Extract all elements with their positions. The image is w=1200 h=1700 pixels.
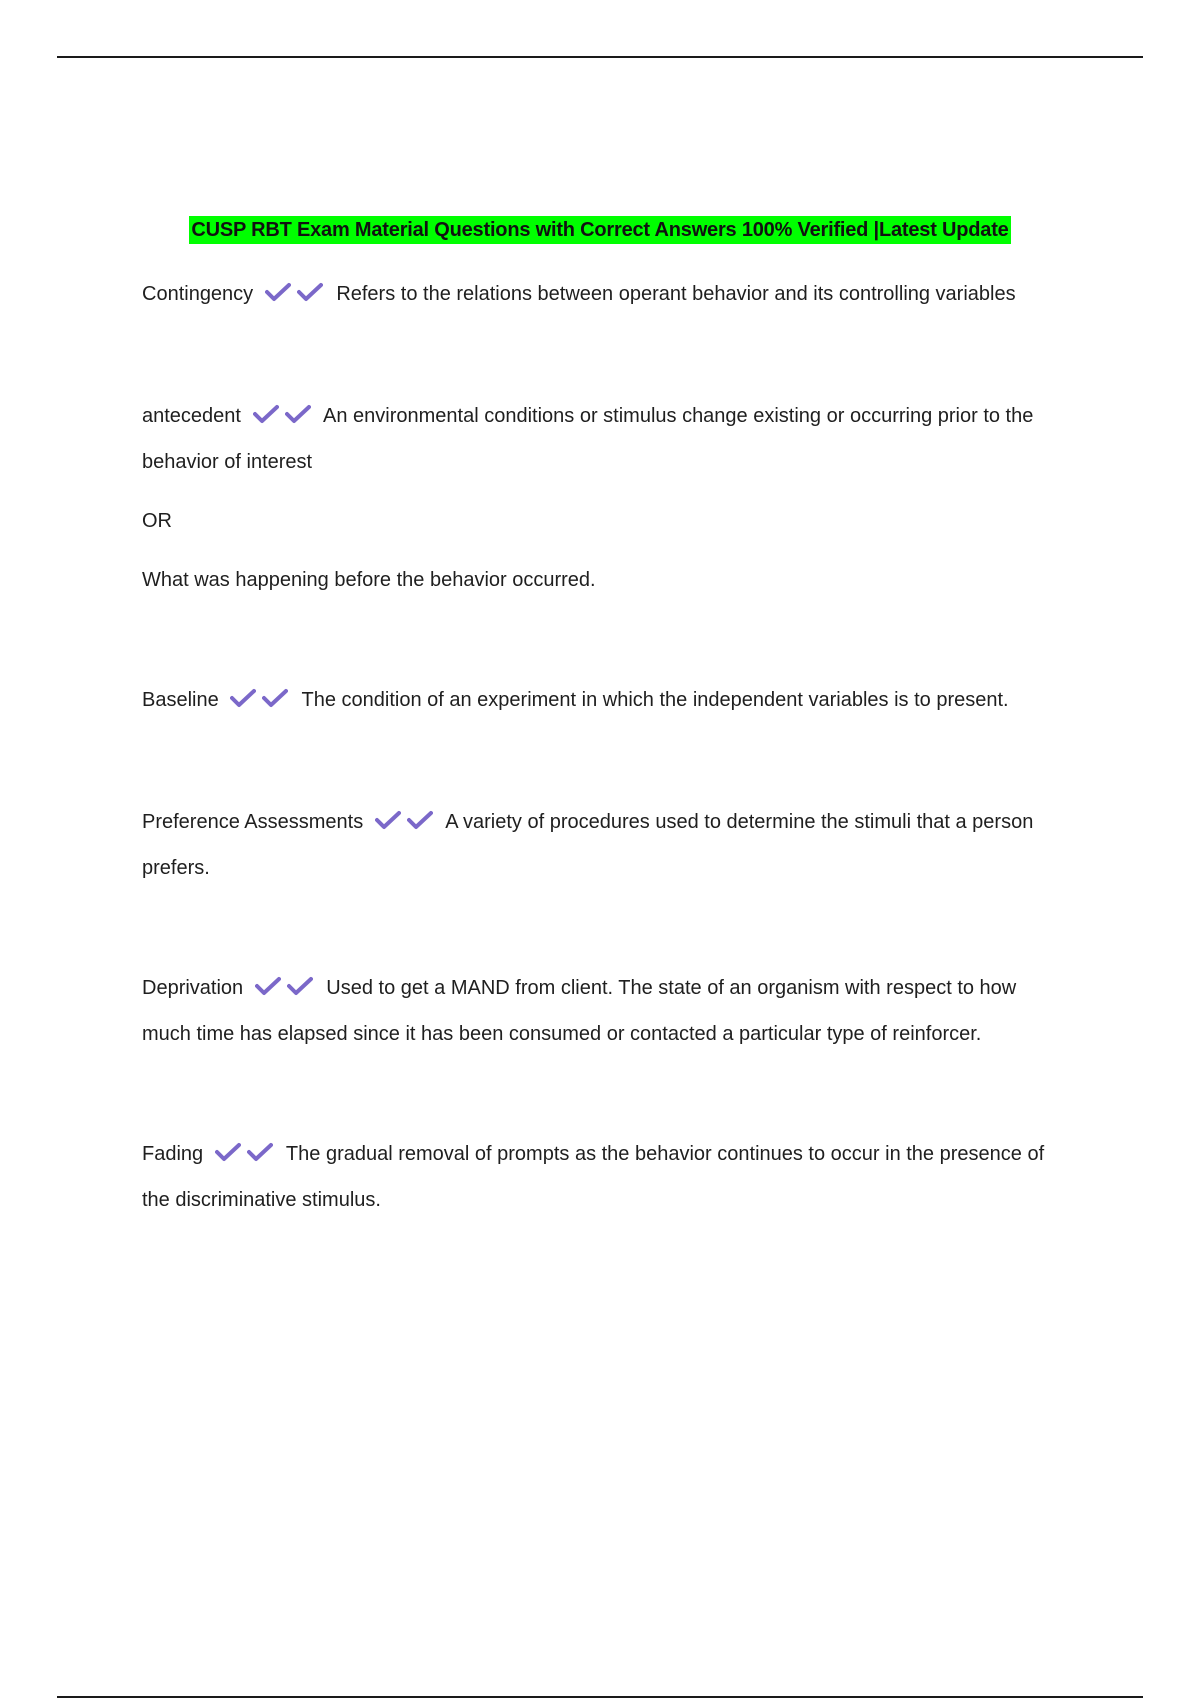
header-rule: [57, 56, 1143, 58]
entry-definition: An environmental conditions or stimulus change existing or occurring prior to the behavior of interest: [142, 405, 1034, 473]
entry-extra-or: OR: [142, 510, 172, 532]
definition-entry: [142, 966, 1047, 1056]
check-mark-icon: [375, 810, 401, 830]
check-mark-icon: [215, 1142, 241, 1162]
definition-entry: [142, 678, 1047, 724]
entry-definition: Used to get a MAND from client. The state of an organism with respect to how much time has elapsed since it has been consumed or contacted a particular type of reinforcer.: [142, 977, 1017, 1045]
footer-rule: [57, 1696, 1143, 1698]
check-mark-icon: [230, 688, 256, 708]
entry-line: [142, 1132, 1047, 1222]
check-mark-icon: [262, 688, 288, 708]
entry-term: Deprivation: [142, 977, 244, 999]
entry-term: antecedent: [142, 405, 241, 427]
entry-line: [142, 678, 1047, 724]
check-mark-icon: [265, 282, 291, 302]
checkmarks: [375, 802, 439, 846]
document-body: [142, 272, 1047, 1222]
entry-definition: Refers to the relations between operant behavior and its controlling variables: [336, 283, 1016, 305]
definition-entry: [142, 272, 1047, 318]
definition-entry: [142, 1132, 1047, 1222]
check-mark-icon: [285, 404, 311, 424]
check-mark-icon: [255, 976, 281, 996]
definition-entry: [142, 800, 1047, 890]
entry-line: [142, 272, 1047, 318]
entry-definition: The condition of an experiment in which the independent variables is to present.: [301, 689, 1009, 711]
check-mark-icon: [287, 976, 313, 996]
checkmarks: [265, 274, 329, 318]
checkmarks: [215, 1134, 279, 1178]
check-mark-icon: [253, 404, 279, 424]
check-mark-icon: [407, 810, 433, 830]
definition-entry: [142, 394, 1047, 602]
title-container: [0, 216, 1200, 244]
checkmarks: [230, 680, 294, 724]
check-mark-icon: [297, 282, 323, 302]
entry-term: Preference Assessments: [142, 811, 364, 833]
entry-term: Fading: [142, 1143, 204, 1165]
entry-line: [142, 800, 1047, 890]
entry-line: [142, 394, 1047, 484]
checkmarks: [253, 396, 317, 440]
entry-definition: A variety of procedures used to determine the stimuli that a person prefers.: [142, 811, 1034, 879]
document-title: CUSP RBT Exam Material Questions with Correct Answers 100% Verified |Latest Update: [189, 216, 1010, 244]
entry-extra-note: What was happening before the behavior occurred.: [142, 569, 596, 591]
entry-line: [142, 966, 1047, 1056]
check-mark-icon: [247, 1142, 273, 1162]
checkmarks: [255, 968, 319, 1012]
entry-definition: The gradual removal of prompts as the behavior continues to occur in the presence of the discriminative stimulus.: [142, 1143, 1045, 1211]
entry-term: Baseline: [142, 689, 219, 711]
entry-term: Contingency: [142, 283, 254, 305]
